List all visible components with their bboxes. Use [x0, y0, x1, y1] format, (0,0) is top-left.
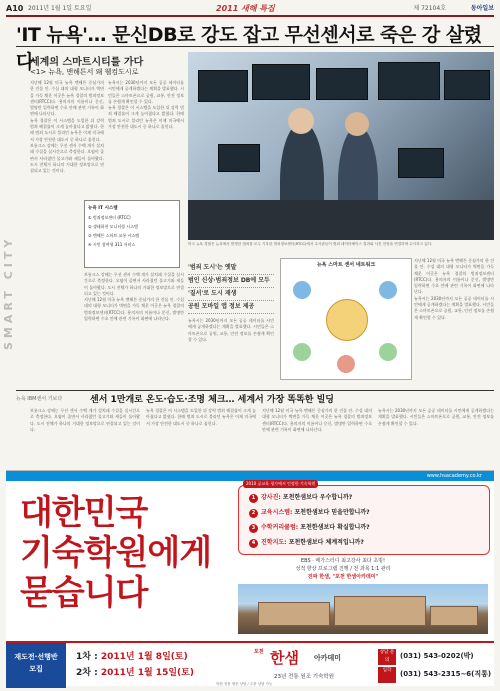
ad-question-item [249, 492, 352, 503]
recruit-line: 모집 [29, 665, 43, 673]
info-box [84, 200, 180, 268]
ad-question-key: 진학지도: [261, 539, 287, 546]
monitor-screen [198, 70, 248, 102]
info-box-title: 뉴욕 IT 시스템 [88, 206, 118, 211]
photo-caption: 미국 뉴욕 경찰은 뉴욕에서 발생한 범죄를 모두 기록한 범죄정보센터(RTCC)에서 수사관들이 범죄 데이터베이스 결과와 사건 현장을 연결하며 수사하고 있다. [188, 242, 433, 246]
officer-head [288, 108, 314, 134]
page-number: A10 [6, 4, 24, 13]
officer-head [345, 112, 369, 136]
body-paragraph: 뉴욕시는 2030년까지 모든 공공 데이터를 시민에게 공개하겠다는 계획을 발표했다. 시민들은 스마트폰으로 공원, 교통, 안전 정보를 손쉽게 확인할 수 있다. [378, 408, 494, 426]
newsroom-photo [188, 52, 494, 240]
body-paragraph: 뉴욕시는 2030년까지 모든 공공 데이터를 시민에게 공개하겠다는 계획을 발표했다. 시민들은 스마트폰으로 공원, 교통, 안전 정보를 손쉽게 확인할 수 있다. [414, 295, 494, 320]
academy-campus-photo [238, 584, 488, 634]
ad-ebs-line: EBS · 메가스터디 최고강사 최다 초빙! [300, 558, 385, 564]
ad-ebs-block [238, 557, 448, 581]
second-headline: 센서 1만개로 온도·습도·조명 체크… 세계서 가장 똑똑한 빌딩 [90, 395, 334, 405]
body-paragraph: 뉴욕시는 2030년까지 모든 공공 데이터를 시민에게 공개하겠다는 계획을 발표했다. 시민들은 스마트폰으로 공원, 교통, 안전 정보를 손쉽게 확인할 수 있다. [188, 318, 274, 342]
ad-question-text: 포천한샘보다 확실합니까? [300, 524, 370, 531]
second-body-2 [146, 408, 256, 468]
pull-quote: 공원 모바일 앱 정보 제공 [188, 301, 274, 314]
academy-logo [254, 647, 374, 685]
body-column-4 [414, 258, 494, 384]
body-column-2b [84, 272, 184, 382]
sensor-diagram [280, 258, 412, 380]
pull-quotes [188, 262, 274, 314]
diagram-title: 뉴욕 스마트 센서 네트워크 [316, 262, 376, 268]
recruit-badge [6, 643, 66, 688]
ad-question-item [249, 522, 370, 533]
body-paragraph: 뉴욕 경찰은 이 시스템을 도입한 뒤 강력 범죄 해결률이 크게 높아졌다고 밝혔다. 한때 범죄 도시로 불리던 뉴욕은 이제 미국에서 가장 안전한 대도시 중 하나로 꼽힌다. [30, 117, 104, 142]
contact-block [378, 647, 494, 685]
second-body-1 [30, 408, 140, 468]
ad-question-text: 포천한샘보다 체계적입니까? [288, 539, 364, 546]
ad-big-line: 묻습니다 [20, 573, 148, 613]
logo-tagline: 23년 전통 원조 기숙학원 [274, 674, 335, 680]
logo-name: 한샘 [270, 649, 299, 667]
body-paragraph: 지난해 12월 미국 뉴욕 맨해튼 중심가의 한 건물 안. 수십 대의 대형 모니터가 벽면을 가득 채운 이곳은 뉴욕 경찰의 범죄정보센터(RTCC)다. 용의자의 이름이나 문신, 별명만 입력하면 수초 안에 관련 기록이 화면에 나타난다. [262, 408, 372, 432]
monitor-screen [316, 68, 368, 100]
academy-advertisement[interactable] [6, 470, 494, 686]
monitor-screen [252, 64, 310, 100]
body-column-2 [108, 80, 184, 196]
recruit-line: 재도전·선행반 [14, 653, 58, 661]
monitor-screen [444, 70, 490, 100]
newspaper-brand: 동아일보 [470, 5, 494, 12]
body-paragraph: 브롱크스 강에는 무선 센서 수백 개가 설치돼 수질을 실시간으로 측정한다. 오염이 줄면서 사라졌던 물고기와 새들이 돌아왔다. 도시 전체가 하나의 거대한 정보망으로 연결되고 있는 것이다. [84, 272, 184, 296]
ad-question-text: 포천한샘보다 믿을만합니까? [294, 509, 370, 516]
info-box-item: ② 생태하천 모니터링 시스템 [88, 224, 138, 229]
body-paragraph: 브롱크스 강에는 무선 센서 수백 개가 설치돼 수질을 실시간으로 측정한다. 오염이 줄면서 사라졌던 물고기와 새들이 돌아왔다. 도시 전체가 하나의 거대한 정보망으로 연결되고 있는 것이다. [30, 408, 140, 432]
session-date [76, 649, 188, 662]
body-paragraph: 지난해 12월 미국 뉴욕 맨해튼 중심가의 한 건물 안. 수십 대의 대형 모니터가 벽면을 가득 채운 이곳은 뉴욕 경찰의 범죄정보센터(RTCC)다. 용의자의 이름이나 문신, 별명만 입력하면 수초 안에 관련 기록이 화면에 나타난다. [414, 258, 494, 295]
campus-building [430, 606, 478, 626]
contact-label: 상담 문의 [379, 650, 395, 663]
second-body-3 [262, 408, 372, 468]
ad-big-text [20, 493, 230, 613]
body-column-3 [188, 318, 274, 384]
ad-question-item [249, 507, 370, 518]
monitor-screen [218, 144, 260, 172]
issue-number: 제 72104호 [413, 5, 446, 12]
campus-building [334, 596, 426, 626]
pull-quote: '범죄 도시'는 옛말 [188, 262, 274, 275]
campus-building [258, 602, 330, 626]
logo-academy: 아카데미 [314, 654, 342, 662]
ad-footer-note: 학원 전용 방문 상담 / 주중 상담 가능 [216, 682, 273, 686]
section-divider [16, 390, 494, 391]
info-box-item: ① 범죄정보센터 (RTCC) [88, 215, 131, 220]
session-label: 1차 : [76, 652, 98, 662]
article-subtitle: <1> 뉴욕, 맨해튼서 왜 웰컴도시로 [30, 68, 139, 76]
pull-quote: 범인 신상·범죄정보 DB에 모두 [188, 275, 274, 288]
body-paragraph: 브롱크스 강에는 무선 센서 수백 개가 설치돼 수질을 실시간으로 측정한다. 오염이 줄면서 사라졌던 물고기와 새들이 돌아왔다. 도시 전체가 하나의 거대한 정보망으로 연결되고 있는 것이다. [30, 142, 104, 174]
body-paragraph: 지난해 12월 미국 뉴욕 맨해튼 중심가의 한 건물 안. 수십 대의 대형 모니터가 벽면을 가득 채운 이곳은 뉴욕 경찰의 범죄정보센터(RTCC)다. 용의자의 이름이나 문신, 별명만 입력하면 수초 안에 관련 기록이 화면에 나타난다. [30, 80, 104, 117]
body-paragraph: 뉴욕시는 2030년까지 모든 공공 데이터를 시민에게 공개하겠다는 계획을 발표했다. 시민들은 스마트폰으로 공원, 교통, 안전 정보를 손쉽게 확인할 수 있다. [108, 80, 184, 104]
session-value: 2011년 1월 8일(토) [100, 652, 188, 662]
ad-question-number: 3 [249, 524, 258, 533]
issue-date: 2011년 1월 1일 토요일 [28, 5, 92, 12]
ad-pill-header: 2010 공교육 평가에서 인정한 기숙학원 [243, 480, 318, 488]
series-title: 세계의 스마트시티를 가다 [30, 57, 144, 68]
ad-big-line: 대한민국 [20, 493, 148, 533]
contact-label: 입학 [378, 667, 396, 683]
diagram-node [337, 355, 355, 373]
ad-ebs-line: 성적 향상 프로그램 진행 / 전 과목 1:1 관리 [295, 566, 391, 572]
ad-question-number: 1 [249, 494, 258, 503]
ad-big-line: 기숙학원에게 [20, 533, 212, 573]
contact-phone[interactable]: (031) 543-0202(박) [400, 652, 474, 660]
ad-question-key: 교육시스템: [261, 509, 293, 516]
ad-bottom-bar [6, 641, 494, 688]
second-article-tag: 뉴욕 IBM센서 기보다 [16, 396, 63, 402]
contact-phone[interactable]: (031) 543-2315~6(직통) [400, 670, 492, 678]
vertical-section-label: SMART CITY [2, 235, 15, 350]
info-box-item: ④ 시민 참여형 311 서비스 [88, 242, 136, 247]
desk [188, 200, 494, 240]
ad-question-number: 2 [249, 509, 258, 518]
ad-question-key: 수학커리큘럼: [261, 524, 299, 531]
session-label: 2차 : [76, 668, 98, 678]
diagram-node [379, 281, 397, 299]
body-paragraph: 지난해 12월 미국 뉴욕 맨해튼 중심가의 한 건물 안. 수십 대의 대형 모니터가 벽면을 가득 채운 이곳은 뉴욕 경찰의 범죄정보센터(RTCC)다. 용의자의 이름이나 문신, 별명만 입력하면 수초 안에 관련 기록이 화면에 나타난다. [84, 297, 184, 322]
diagram-center-node [326, 299, 368, 341]
main-headline: 'IT 뉴욕'… 문신DB로 강도 잡고 무선센서로 죽은 강 살렸다 [16, 24, 482, 73]
monitor-screen [398, 148, 444, 178]
section-title: 2011 새해 특집 [216, 4, 275, 13]
pull-quote: '질서'로 도시 재생 [188, 288, 274, 301]
ad-question-key: 강사진: [261, 494, 281, 501]
diagram-node [379, 343, 397, 361]
ad-url[interactable]: www.hsacademy.co.kr [426, 473, 482, 479]
ad-ebs-line: 진짜 한샘, "포천 한샘아카데미" [307, 574, 379, 580]
diagram-node [293, 343, 311, 361]
info-box-item: ③ 맨해튼 스마트 교통 시스템 [88, 233, 140, 238]
ad-question-box [238, 481, 490, 555]
session-date [76, 665, 194, 678]
body-paragraph: 뉴욕 경찰은 이 시스템을 도입한 뒤 강력 범죄 해결률이 크게 높아졌다고 밝혔다. 한때 범죄 도시로 불리던 뉴욕은 이제 미국에서 가장 안전한 대도시 중 하나로 꼽힌다. [108, 105, 184, 130]
ad-question-number: 4 [249, 539, 258, 548]
second-body-4 [378, 408, 494, 468]
headline-rule [16, 46, 494, 47]
ad-question-text: 포천한샘보다 우수합니까? [282, 494, 353, 501]
body-paragraph: 뉴욕 경찰은 이 시스템을 도입한 뒤 강력 범죄 해결률이 크게 높아졌다고 밝혔다. 한때 범죄 도시로 불리던 뉴욕은 이제 미국에서 가장 안전한 대도시 중 하나로 꼽힌다. [146, 408, 256, 426]
monitor-screen [378, 62, 440, 100]
logo-region: 포천 [254, 649, 264, 655]
ad-question-item [249, 537, 364, 548]
page-header [6, 3, 494, 17]
diagram-node [293, 281, 311, 299]
session-value: 2011년 1월 15일(토) [100, 668, 194, 678]
